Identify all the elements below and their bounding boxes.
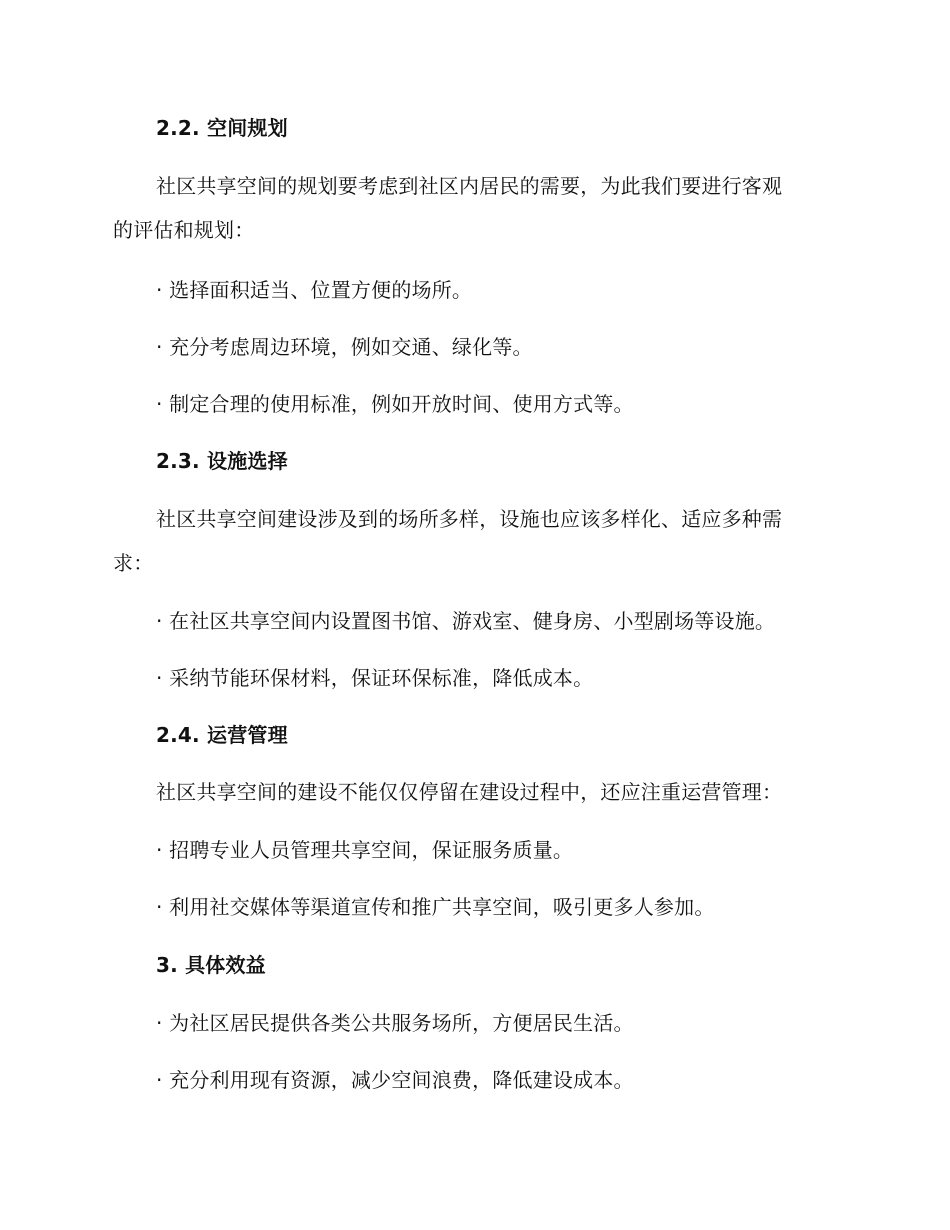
section-2-4-bullet: · 利用社交媒体等渠道宣传和推广共享空间，吸引更多人参加。	[156, 895, 715, 919]
section-2-3-bullet: · 在社区共享空间内设置图书馆、游戏室、健身房、小型剧场等设施。	[156, 609, 776, 633]
section-2-2-intro-line-1: 社区共享空间的规划要考虑到社区内居民的需要，为此我们要进行客观	[156, 174, 783, 198]
section-2-4-intro: 社区共享空间的建设不能仅仅停留在建设过程中，还应注重运营管理：	[156, 780, 783, 804]
section-2-3-intro-line-2: 求：	[113, 551, 154, 575]
section-2-3-heading: 2.3. 设施选择	[156, 449, 288, 473]
section-2-2-intro-line-2: 的评估和规划：	[113, 218, 255, 242]
section-2-3-intro-line-1: 社区共享空间建设涉及到的场所多样，设施也应该多样化、适应多种需	[156, 507, 783, 531]
section-2-2-bullet: · 充分考虑周边环境，例如交通、绿化等。	[156, 335, 533, 359]
section-2-3-bullet: · 采纳节能环保材料，保证环保标准，降低成本。	[156, 666, 594, 690]
section-2-2-heading: 2.2. 空间规划	[156, 116, 288, 140]
section-2-2-bullet: · 选择面积适当、位置方便的场所。	[156, 278, 473, 302]
section-3-bullet: · 充分利用现有资源，减少空间浪费，降低建设成本。	[156, 1068, 634, 1092]
section-2-4-bullet: · 招聘专业人员管理共享空间，保证服务质量。	[156, 838, 574, 862]
section-2-2-bullet: · 制定合理的使用标准，例如开放时间、使用方式等。	[156, 392, 634, 416]
section-3-bullet: · 为社区居民提供各类公共服务场所，方便居民生活。	[156, 1011, 634, 1035]
section-3-heading: 3. 具体效益	[156, 953, 266, 977]
section-2-4-heading: 2.4. 运营管理	[156, 723, 288, 747]
